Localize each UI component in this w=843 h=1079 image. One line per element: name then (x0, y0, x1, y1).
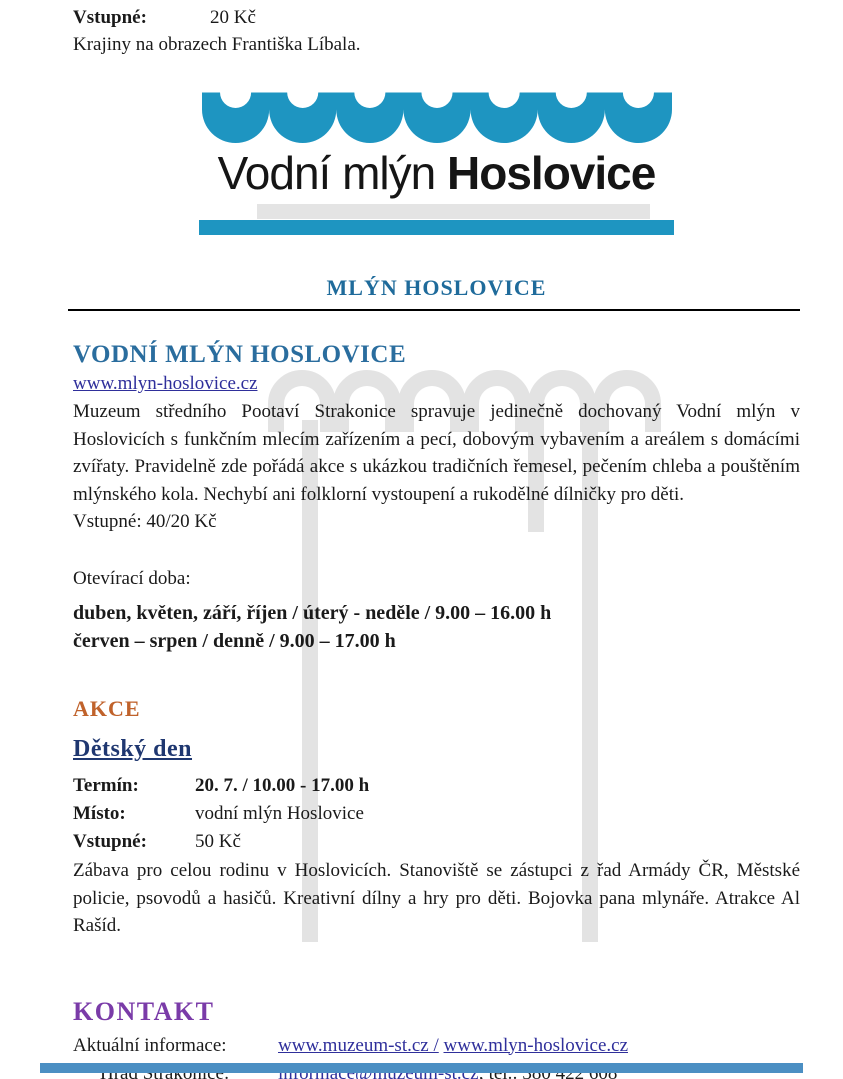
event-place-label: Místo: (73, 803, 126, 824)
top-admission-value: 20 Kč (210, 7, 256, 28)
contact-info-row (73, 1032, 800, 1060)
event-place-row (73, 800, 800, 828)
event-admission-label: Vstupné: (73, 831, 147, 852)
mill-website-link[interactable]: www.mlyn-hoslovice.cz (73, 373, 258, 394)
logo-gray-bar (257, 204, 650, 219)
event-title: Dětský den (73, 736, 193, 762)
event-date-label: Termín: (73, 775, 139, 796)
mill-admission: Vstupné: 40/20 Kč (73, 511, 217, 532)
top-admission-row (73, 4, 800, 31)
top-admission-label: Vstupné: (73, 7, 147, 28)
horizontal-rule (68, 309, 800, 311)
mill-logo (199, 92, 674, 235)
footer-blue-bar (40, 1063, 803, 1073)
contact-info-label: Aktuální informace: (73, 1034, 227, 1056)
event-date-row (73, 772, 800, 800)
banner-title: MLÝN HOSLOVICE (326, 275, 547, 300)
logo-text-regular: Vodní mlýn (217, 147, 448, 199)
logo-wordmark (199, 149, 674, 197)
event-detail-rows (73, 772, 800, 856)
contact-section-heading: KONTAKT (73, 996, 215, 1026)
contact-info-links (278, 1032, 628, 1060)
wave-logo-icon (202, 92, 672, 144)
mlyn-hoslovice-link[interactable]: www.mlyn-hoslovice.cz (443, 1034, 628, 1056)
event-admission-row (73, 828, 800, 856)
mill-description: Muzeum středního Pootaví Strakonice spravuje jedinečně dochovaný Vodní mlýn v Hoslovicích s funkčním mlecím zařízením a pecí, dobovým vybavením a areálem s domácími zvířaty. Pravidelně zde pořádá akce s ukázkou tradičních řemesel, pečením chleba a pouštěním mlýnského kola. Nechybí ani folklorní vystoupení a rukodělné dílničky pro děti. (73, 401, 800, 505)
mill-section-heading: VODNÍ MLÝN HOSLOVICE (73, 341, 407, 368)
logo-text-bold: Hoslovice (447, 147, 656, 199)
muzeum-st-link[interactable]: www.muzeum-st.cz / (278, 1034, 439, 1056)
opening-hours-line-1: duben, květen, září, říjen / úterý - neděle / 9.00 – 16.00 h (73, 602, 552, 624)
event-date-value: 20. 7. / 10.00 - 17.00 h (195, 775, 370, 796)
opening-hours-label: Otevírací doba: (73, 567, 191, 589)
opening-hours-line-2: červen – srpen / denně / 9.00 – 17.00 h (73, 630, 396, 652)
exhibition-subtitle: Krajiny na obrazech Františka Líbala. (73, 34, 361, 55)
logo-blue-bar (199, 220, 674, 235)
event-admission-value: 50 Kč (195, 831, 241, 852)
events-section-heading: AKCE (73, 696, 141, 721)
event-place-value: vodní mlýn Hoslovice (195, 803, 364, 824)
event-description: Zábava pro celou rodinu v Hoslovicích. Stanoviště se zástupci z řad Armády ČR, Městské policie, psovodů a hasičů. Kreativní dílny a hry pro děti. Bojovka pana mlynáře. Atrakce Al Rašíd. (73, 860, 800, 936)
